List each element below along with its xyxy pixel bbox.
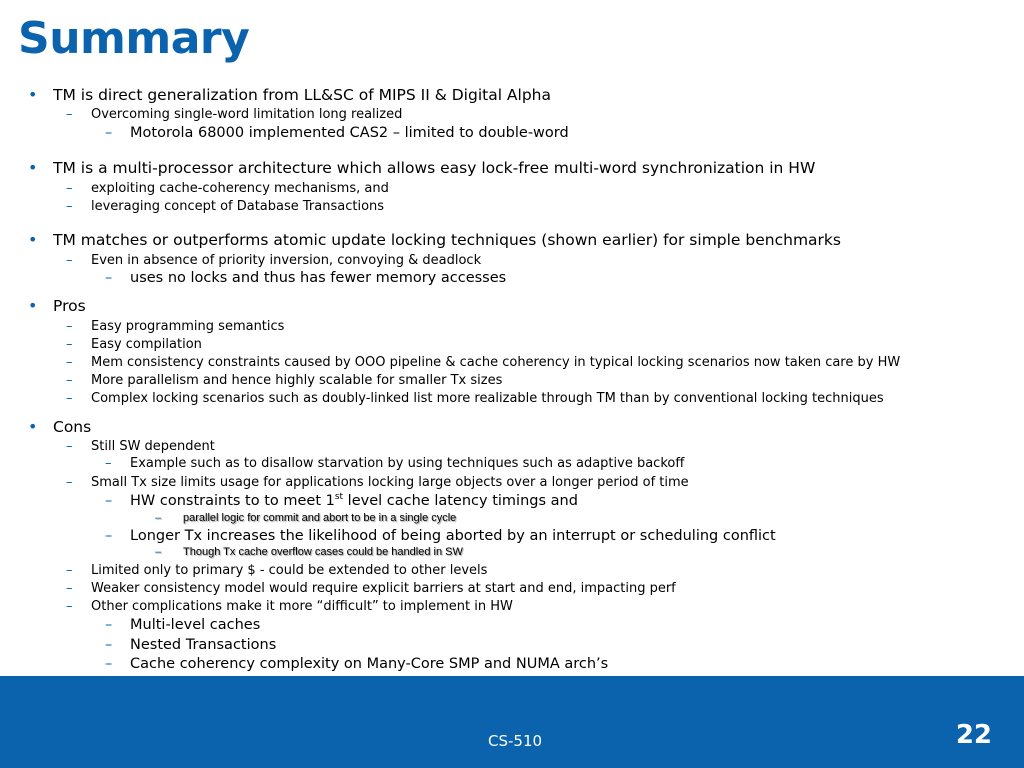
- footer-bar: [0, 676, 1024, 768]
- bullet-marker: •: [28, 230, 38, 249]
- dash-marker: –: [66, 253, 73, 268]
- sub-sub-bullet-text: Multi-level caches: [130, 617, 261, 633]
- sub-sub-bullet-text: Nested Transactions: [130, 637, 277, 653]
- slide-number: 22: [955, 720, 992, 750]
- sub-bullet-item: [66, 319, 285, 334]
- sub-bullet-item: [66, 337, 202, 352]
- sub-sub-bullet-item: [105, 270, 507, 286]
- dash-marker: –: [66, 563, 73, 578]
- dash-marker: –: [66, 439, 73, 454]
- sub-bullet-text: leveraging concept of Database Transactions: [91, 199, 385, 214]
- bullet-item: [28, 158, 816, 177]
- sub-sub-bullet-item: [105, 125, 569, 141]
- bullet-text: TM is a multi-processor architecture which allows easy lock-free multi-word synchronization in HW: [53, 159, 816, 177]
- bullet-text: Pros: [53, 297, 86, 315]
- sub-sub-sub-bullet-item: [155, 546, 463, 558]
- sub-sub-bullet-item: [105, 637, 277, 653]
- sub-sub-bullet-text: HW constraints to to meet 1: [130, 493, 335, 509]
- dash-marker: –: [105, 528, 113, 544]
- bullet-marker: •: [28, 158, 38, 177]
- dash-marker: –: [66, 199, 73, 214]
- sub-bullet-text: Easy compilation: [91, 337, 202, 352]
- sub-sub-bullet-item: [105, 528, 776, 544]
- footer-course-label: CS-510: [488, 732, 543, 750]
- sub-bullet-text: exploiting cache-coherency mechanisms, and: [91, 181, 389, 196]
- sub-bullet-text: Small Tx size limits usage for applications locking large objects over a longer period of time: [91, 475, 689, 490]
- dash-marker: –: [66, 181, 73, 196]
- sub-sub-bullet-text-continued: level cache latency timings and: [343, 493, 578, 509]
- sub-sub-bullet-item: [105, 656, 609, 672]
- dash-marker: –: [105, 617, 113, 633]
- superscript-st: st: [334, 492, 344, 503]
- dash-marker: –: [105, 125, 113, 141]
- sub-bullet-text: Easy programming semantics: [91, 319, 285, 334]
- sub-sub-bullet-text: Longer Tx increases the likelihood of being aborted by an interrupt or scheduling conflict: [130, 528, 776, 544]
- sub-bullet-item: [66, 373, 503, 388]
- dash-marker: –: [155, 512, 162, 524]
- sub-sub-bullet-item: [105, 617, 261, 633]
- dash-marker: –: [66, 391, 73, 406]
- dash-marker: –: [66, 319, 73, 334]
- bullet-text: TM matches or outperforms atomic update locking techniques (shown earlier) for simple benchmarks: [53, 231, 841, 249]
- sub-bullet-item: [66, 107, 403, 122]
- sub-bullet-item: [66, 391, 884, 406]
- sub-bullet-text: Mem consistency constraints caused by OOO pipeline & cache coherency in typical locking scenarios now taken care by HW: [91, 355, 901, 370]
- bullet-marker: •: [28, 417, 38, 436]
- dash-marker: –: [105, 656, 113, 672]
- bullet-marker: •: [28, 296, 38, 315]
- sub-sub-bullet-text: Cache coherency complexity on Many-Core SMP and NUMA arch’s: [130, 656, 609, 672]
- sub-bullet-item: [66, 599, 513, 614]
- sub-bullet-text: Limited only to primary $ - could be extended to other levels: [91, 563, 488, 578]
- sub-sub-bullet-item: [105, 492, 578, 509]
- bullet-marker: •: [28, 85, 38, 104]
- sub-bullet-item: [66, 581, 676, 596]
- bullet-item: [28, 417, 92, 436]
- dash-marker: –: [66, 475, 73, 490]
- dash-marker: –: [105, 456, 112, 471]
- dash-marker: –: [66, 581, 73, 596]
- sub-sub-bullet-text: Example such as to disallow starvation by using techniques such as adaptive backoff: [130, 456, 685, 471]
- bullet-text: Cons: [53, 418, 92, 436]
- slide-title: Summary: [18, 13, 250, 64]
- sub-bullet-item: [66, 355, 901, 370]
- sub-sub-sub-bullet-text: parallel logic for commit and abort to be in a single cycle: [183, 512, 457, 524]
- dash-marker: –: [155, 546, 162, 558]
- dash-marker: –: [105, 637, 113, 653]
- sub-sub-bullet-text: uses no locks and thus has fewer memory accesses: [130, 270, 507, 286]
- dash-marker: –: [66, 355, 73, 370]
- sub-bullet-text: Weaker consistency model would require explicit barriers at start and end, impacting perf: [91, 581, 676, 596]
- bullet-item: [28, 230, 841, 249]
- dash-marker: –: [66, 599, 73, 614]
- dash-marker: –: [66, 337, 73, 352]
- dash-marker: –: [66, 107, 73, 122]
- sub-sub-bullet-text: Motorola 68000 implemented CAS2 – limited to double-word: [130, 125, 569, 141]
- dash-marker: –: [66, 373, 73, 388]
- dash-marker: –: [105, 493, 113, 509]
- sub-bullet-item: [66, 563, 488, 578]
- sub-bullet-text: Even in absence of priority inversion, convoying & deadlock: [91, 253, 482, 268]
- bullet-item: [28, 296, 86, 315]
- sub-bullet-item: [66, 253, 482, 268]
- bullet-text: TM is direct generalization from LL&SC of MIPS II & Digital Alpha: [53, 86, 552, 104]
- sub-bullet-item: [66, 475, 689, 490]
- sub-sub-sub-bullet-item: [155, 512, 457, 524]
- sub-bullet-text: Complex locking scenarios such as doubly-linked list more realizable through TM than by conventional locking techniques: [91, 391, 884, 406]
- bullet-item: [28, 85, 552, 104]
- dash-marker: –: [105, 270, 113, 286]
- sub-sub-sub-bullet-text: Though Tx cache overflow cases could be handled in SW: [183, 546, 463, 558]
- sub-bullet-item: [66, 439, 215, 454]
- sub-bullet-text: Other complications make it more “difficult” to implement in HW: [91, 599, 513, 614]
- sub-bullet-text: Overcoming single-word limitation long realized: [91, 107, 403, 122]
- sub-sub-bullet-item: [105, 456, 685, 471]
- sub-bullet-text: Still SW dependent: [91, 439, 215, 454]
- sub-bullet-item: [66, 199, 385, 214]
- sub-bullet-text: More parallelism and hence highly scalable for smaller Tx sizes: [91, 373, 503, 388]
- sub-bullet-item: [66, 181, 389, 196]
